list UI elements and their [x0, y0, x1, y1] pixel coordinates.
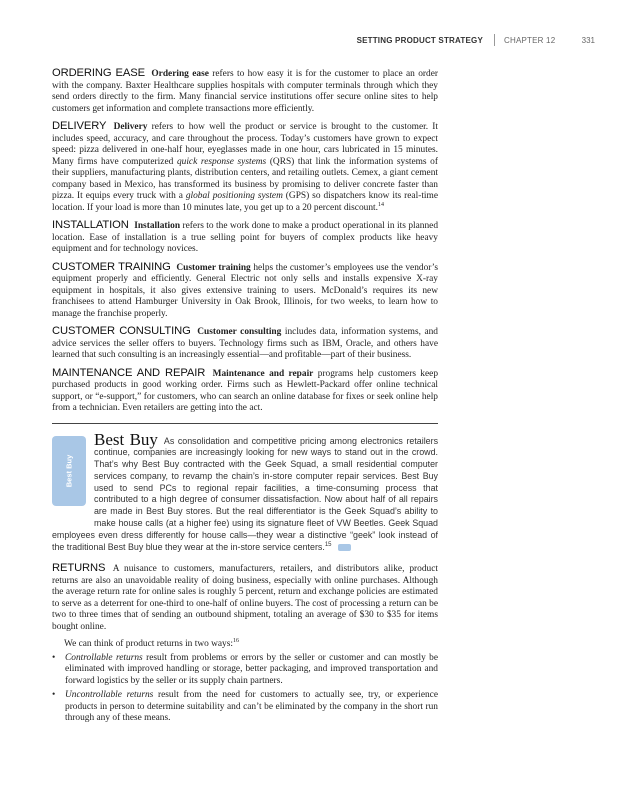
- italic-term: Uncontrollable returns: [65, 690, 154, 701]
- key-term: Delivery: [113, 122, 148, 132]
- chapter-label: CHAPTER 12: [504, 36, 556, 45]
- sidebar-title: Best Buy: [94, 429, 158, 449]
- bullet-icon: •: [52, 690, 56, 701]
- running-header-title: SETTING PRODUCT STRATEGY: [356, 36, 483, 45]
- section-customer-consulting: [52, 326, 438, 362]
- running-header: [0, 34, 623, 48]
- italic-term: quick response systems: [176, 156, 267, 167]
- key-term: Ordering ease: [151, 69, 209, 79]
- sidebar-text: [52, 429, 439, 554]
- section-heading: INSTALLATION: [52, 219, 129, 231]
- list-item-text: result from the need for customers to actually see, try, or experience products in person to determine suitability and can’t be eliminated by the company in the short run through any of these means.: [65, 690, 438, 724]
- list-item-text: result from problems or errors by the seller or customer and can mostly be eliminated with improved handling or storage, better packaging, and improved transportation and forward logistics by the seller or its supply chain partners.: [65, 652, 438, 686]
- key-term: Maintenance and repair: [212, 368, 314, 379]
- bullet-icon: •: [52, 652, 56, 663]
- section-heading: RETURNS: [52, 562, 106, 575]
- section-delivery: [52, 121, 438, 214]
- paragraph-text: (QRS) that link the information systems of their suppliers, manufacturing plants, distribution centers, and retailing outlets. Cemex, a giant cement company based in Mexico, has transformed its business by promising to deliver concrete faster than pizza. It equips every truck with a: [52, 156, 438, 201]
- paragraph-text: programs help customers keep purchased products in good working order. Firms such as Hewlett-Packard offer online technical support, or “e-support,” for customers, who can search an online database for fixes or seek online help from a technician. Even retailers are getting into the act.: [52, 368, 439, 413]
- key-term: Customer training: [176, 262, 251, 273]
- list-item: [52, 653, 438, 688]
- body-text: [52, 68, 438, 728]
- sidebar-tab-label: Best Buy: [64, 454, 74, 487]
- paragraph-text: We can think of product returns in two ways:: [64, 639, 233, 650]
- section-maintenance-repair: [52, 368, 438, 415]
- page-number: 331: [581, 36, 595, 45]
- returns-list: [52, 653, 438, 725]
- key-term: Customer consulting: [197, 327, 282, 337]
- paragraph-text: (GPS) so dispatchers know its real-time location. If your load is more than 10 minutes late, you get up to a 20 percent discount.: [52, 191, 438, 213]
- paragraph-text: A nuisance to customers, manufacturers, retailers, and distributors alike, product returns are also an unavoidable reality of doing business, especially with online purchases. Although the average return rate for online sales is roughly 5 percent, return and exchange policies are estimated to serve as a deterrent for one-third to one-half of online buyers. The cost of processing a return can be two to three times that of sending an outbound shipment, totaling an average of $30 to $35 for items bought online.: [52, 564, 438, 632]
- italic-term: Controllable returns: [65, 652, 143, 663]
- section-customer-training: [52, 262, 438, 321]
- sidebar-body: As consolidation and competitive pricing among electronics retailers continue, companies are increasingly looking for new ways to stand out in the crowd. That’s why Best Buy contracted with the Geek Squad, a small residential computer services company, to revamp the chain’s in-store computer repair services. Best Buy used to send PCs to regional repair facilities, a time-consuming process that contributed to a high degree of consumer dissatisfaction. Now about half of all repairs are made in Best Buy stores. But the real differentiator is the Geek Squad’s ability to make house calls (at a higher fee) using its signature fleet of VW Beetles. Geek Squad employees even dress differently for house calls—they wear a distinctive “geek” look instead of the traditional Best Buy blue they wear at the in-store service centers.: [52, 435, 439, 552]
- section-installation: [52, 220, 438, 256]
- sidebar-tab: [52, 436, 86, 506]
- paragraph-text: includes data, information systems, and advice services the seller offers to buyers. Technology firms such as IBM, Oracle, and others have learned that such consulting is an increasingly essential—and profitable—part of their business.: [52, 327, 438, 360]
- footnote-marker: 15: [324, 541, 332, 548]
- section-heading: ORDERING EASE: [52, 67, 145, 79]
- section-ordering-ease: [52, 68, 438, 115]
- header-divider: [494, 34, 495, 46]
- section-heading: CUSTOMER TRAINING: [52, 260, 171, 273]
- section-returns: [52, 563, 438, 633]
- paragraph-text: refers to how easy it is for the customer to place an order with the company. Baxter Healthcare supplies hospitals with computer terminals through which they send orders directly to the firm. Many financial service institutions offer secure online sites to help customers get information and complete transactions more efficiently.: [52, 69, 439, 114]
- section-heading: CUSTOMER CONSULTING: [52, 325, 191, 337]
- paragraph-text: refers to how well the product or service is brought to the customer. It includes speed, accuracy, and care throughout the process. Today’s customers have grown to expect speed: pizza delivered in one-half hour, eyeglasses made in one hour, cars lubricated in 15 minutes. Many firms have computerized: [52, 122, 438, 167]
- paragraph-text: helps the customer’s employees use the vendor’s equipment properly and efficiently. General Electric not only sells and installs expensive X-ray equipment in hospitals, it also gives extensive training to users. McDonald’s requires its new franchisees to attend Hamburger University in Oak Brook, Illinois, for two weeks, to learn how to manage the franchise properly.: [52, 262, 439, 319]
- section-heading: DELIVERY: [52, 120, 107, 132]
- footnote-marker: 14: [377, 201, 384, 208]
- italic-term: global positioning system: [185, 191, 283, 201]
- list-item: [52, 690, 438, 725]
- best-buy-sidebar-box: [52, 423, 438, 554]
- key-term: Installation: [134, 221, 181, 231]
- paragraph-text: refers to the work done to make a product operational in its planned location. Ease of installation is a true selling point for buyers of complex products like heavy equipment and for technology novices.: [52, 221, 439, 254]
- footnote-marker: 16: [233, 638, 239, 645]
- end-mark-icon: [338, 544, 351, 551]
- returns-intro: [52, 639, 438, 651]
- section-heading: MAINTENANCE AND REPAIR: [52, 366, 206, 379]
